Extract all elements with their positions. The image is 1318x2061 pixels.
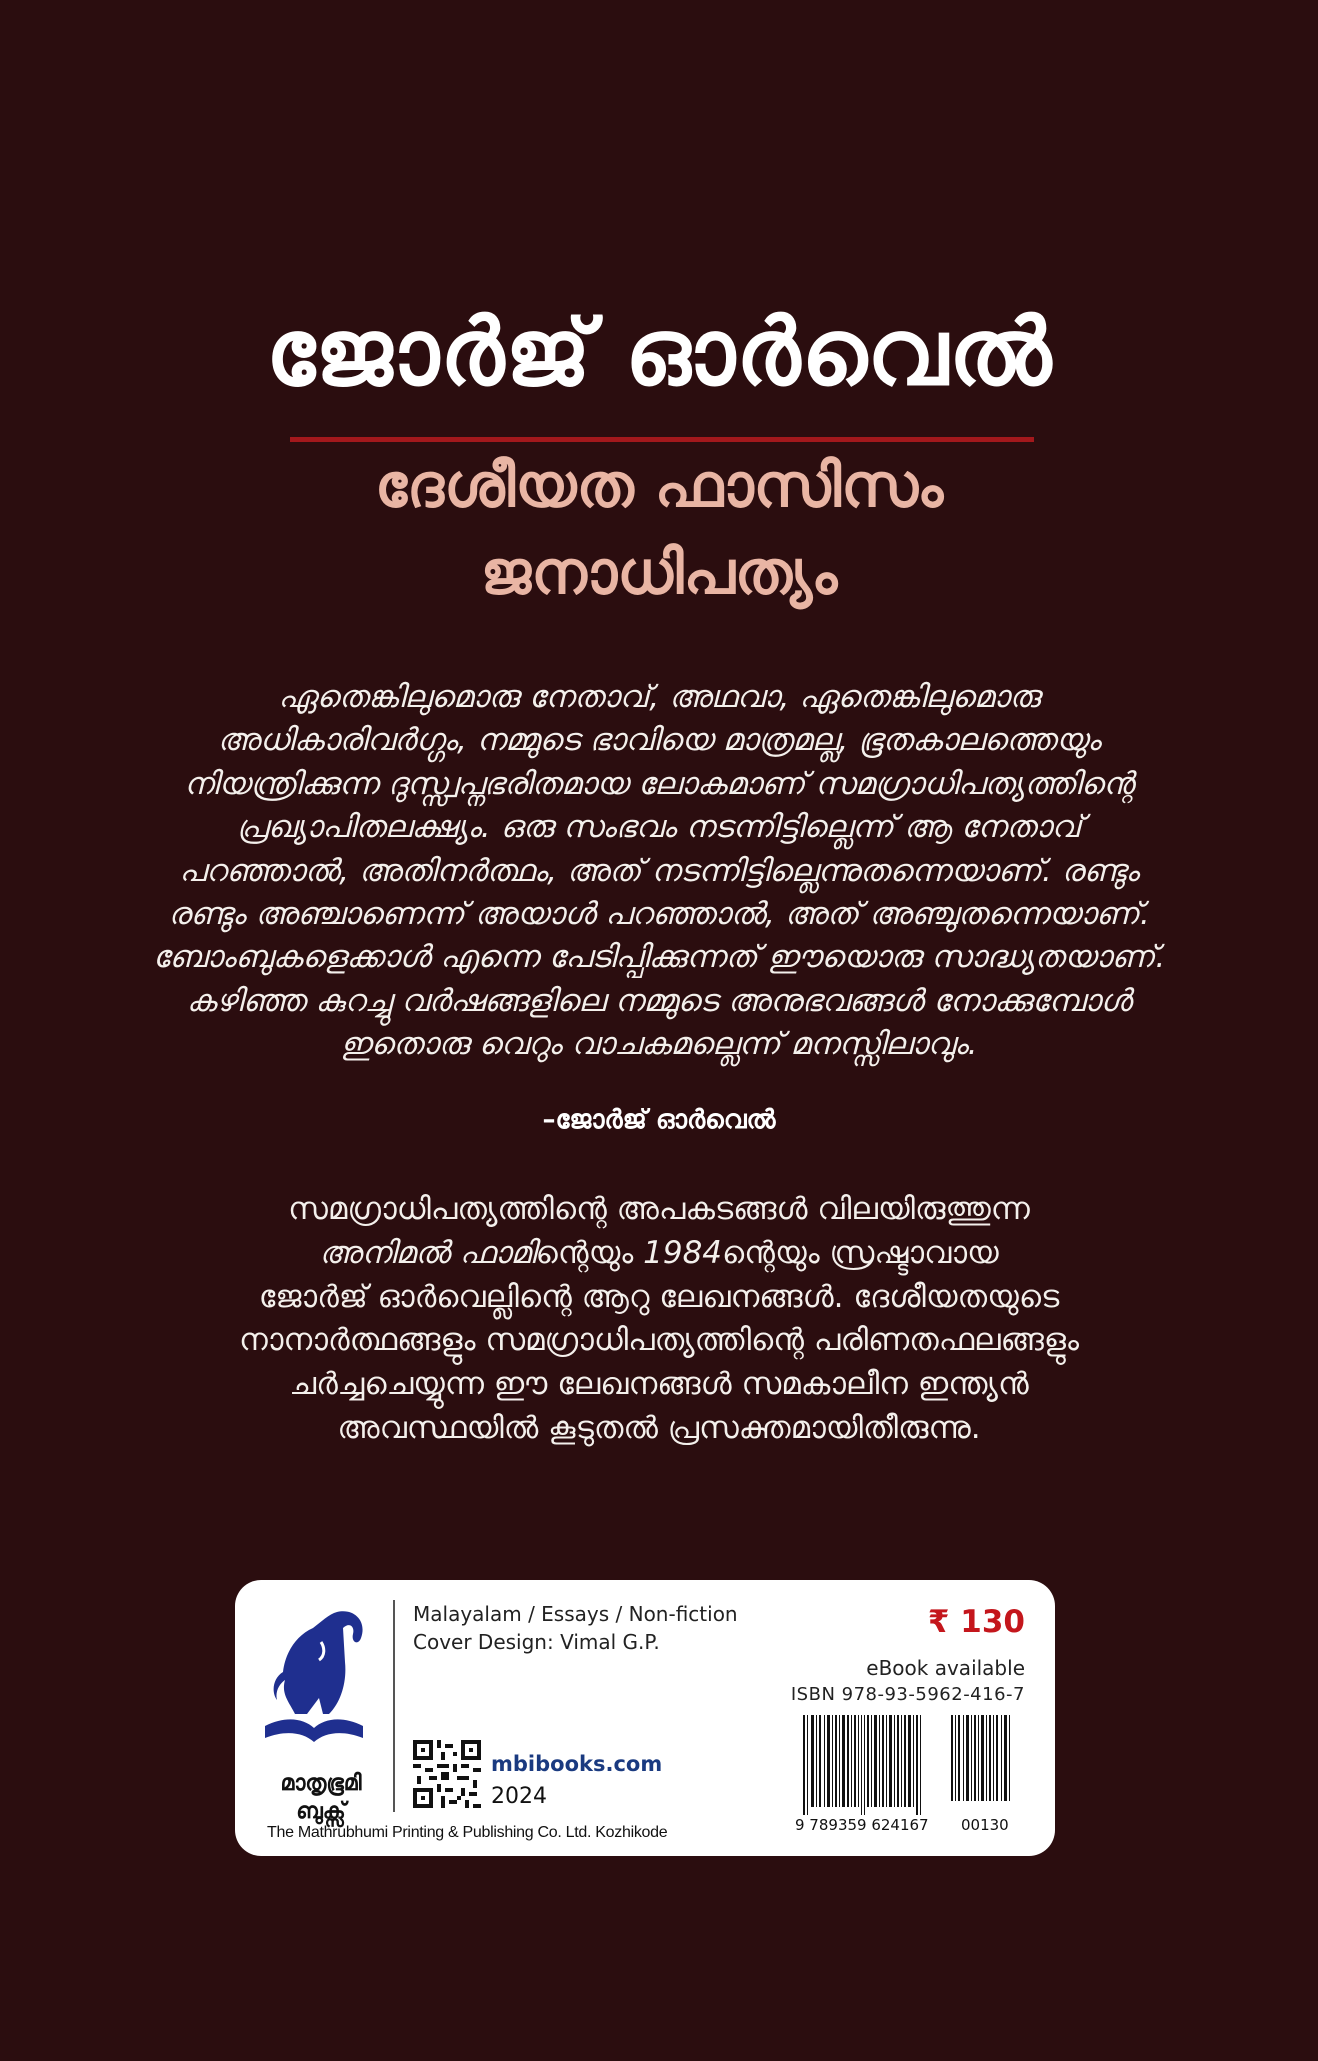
blurb-line: അവസ്ഥയിൽ കൂടുതൽ പ്രസക്തമായിതീരുന്നു.	[337, 1409, 981, 1446]
barcode-number: 9 789359 624167	[795, 1816, 929, 1834]
quote-line: അധികാരിവർഗ്ഗം, നമ്മുടെ ഭാവിയെ മാത്രമല്ല, ഭൂതകാലത്തെയും	[217, 722, 1101, 759]
author-name: ജോർജ് ഓർവെൽ	[265, 299, 1053, 406]
blurb-text: ന്റെയും	[535, 1234, 644, 1271]
elephant-book-logo-icon	[259, 1602, 369, 1770]
publisher-info-box	[235, 1580, 1055, 1856]
quote-attribution: –ജോർജ് ഓർവെൽ	[542, 1105, 776, 1135]
blurb-line: നാനാർത്ഥങ്ങളും സമഗ്രാധിപത്യത്തിന്റെ പരിണതഫലങ്ങളും	[238, 1322, 1080, 1359]
quote-line: നിയന്ത്രിക്കുന്ന ദുസ്സ്വപ്നഭരിതമായ ലോകമാണ് സമഗ്രാധിപത്യത്തിന്റെ	[184, 765, 1134, 802]
quote-line: കഴിഞ്ഞ കുറച്ചു വർഷങ്ങളിലെ നമ്മുടെ അനുഭവങ്ങൾ നോക്കുമ്പോൾ	[186, 982, 1132, 1019]
info-divider	[393, 1600, 395, 1812]
blurb-line: ജോർജ് ഓർവെല്ലിന്റെ ആറു ലേഖനങ്ങൾ. ദേശീയതയുടെ	[258, 1278, 1060, 1315]
title-divider	[290, 437, 1034, 442]
publisher-imprint: The Mathrubhumi Printing & Publishing Co. Ltd. Kozhikode	[267, 1824, 668, 1841]
ebook-availability: eBook available	[866, 1656, 1025, 1680]
barcode-addon-number: 00130	[961, 1816, 1009, 1834]
orwell-quote	[120, 676, 1198, 1067]
quote-line: രണ്ടും അഞ്ചാണെന്ന് അയാൾ പറഞ്ഞാൽ, അത് അഞ്ചുതന്നെയാണ്.	[168, 896, 1150, 933]
publisher-name-line2: ബുക്സ്	[296, 1799, 346, 1824]
price-label: ₹ 130	[927, 1604, 1025, 1640]
quote-line: പറഞ്ഞാൽ, അതിനർത്ഥം, അത് നടന്നിട്ടില്ലെന്നുതന്നെയാണ്. രണ്ടും	[179, 852, 1139, 889]
cover-designer: Cover Design: Vimal G.P.	[413, 1630, 660, 1654]
book-title-animal-farm: അനിമൽ ഫാമി	[319, 1234, 536, 1271]
isbn-number: ISBN 978-93-5962-416-7	[790, 1684, 1025, 1705]
qr-code-icon	[413, 1740, 481, 1808]
quote-line: ബോംബുകളെക്കാൾ എന്നെ പേടിപ്പിക്കുന്നത് ഈയൊരു സാദ്ധ്യതയാണ്.	[152, 939, 1166, 976]
book-blurb	[160, 1188, 1158, 1451]
blurb-text: ന്റെയും സ്രഷ്ടാവായ	[722, 1234, 999, 1271]
blurb-line: ചർച്ചചെയ്യുന്ന ഈ ലേഖനങ്ങൾ സമകാലീന ഇന്ത്യൻ	[289, 1366, 1029, 1403]
book-title-line1: ദേശീയത ഫാസിസം	[374, 451, 944, 521]
publisher-name-line1: മാതൃഭൂമി	[280, 1771, 362, 1796]
quote-line: ഇതൊരു വെറും വാചകമല്ലെന്ന് മനസ്സിലാവും.	[340, 1026, 978, 1063]
website-link[interactable]: mbibooks.com	[491, 1752, 663, 1776]
quote-line: പ്രഖ്യാപിതലക്ഷ്യം. ഒരു സംഭവം നടന്നിട്ടില്ലെന്ന് ആ നേതാവ്	[236, 809, 1082, 846]
quote-line: ഏതെങ്കിലുമൊരു നേതാവ്, അഥവാ, ഏതെങ്കിലുമൊരു	[278, 679, 1040, 715]
book-title-1984: 1984	[643, 1234, 723, 1271]
barcode-icon	[803, 1715, 1025, 1815]
blurb-line	[160, 1232, 1158, 1276]
publication-year: 2024	[491, 1784, 547, 1809]
book-title-line2: ജനാധിപത്യം	[480, 538, 838, 608]
blurb-line: സമഗ്രാധിപത്യത്തിന്റെ അപകടങ്ങൾ വിലയിരുത്തുന്ന	[288, 1191, 1030, 1227]
book-category: Malayalam / Essays / Non-fiction	[413, 1602, 738, 1626]
publisher-name	[261, 1770, 381, 1826]
